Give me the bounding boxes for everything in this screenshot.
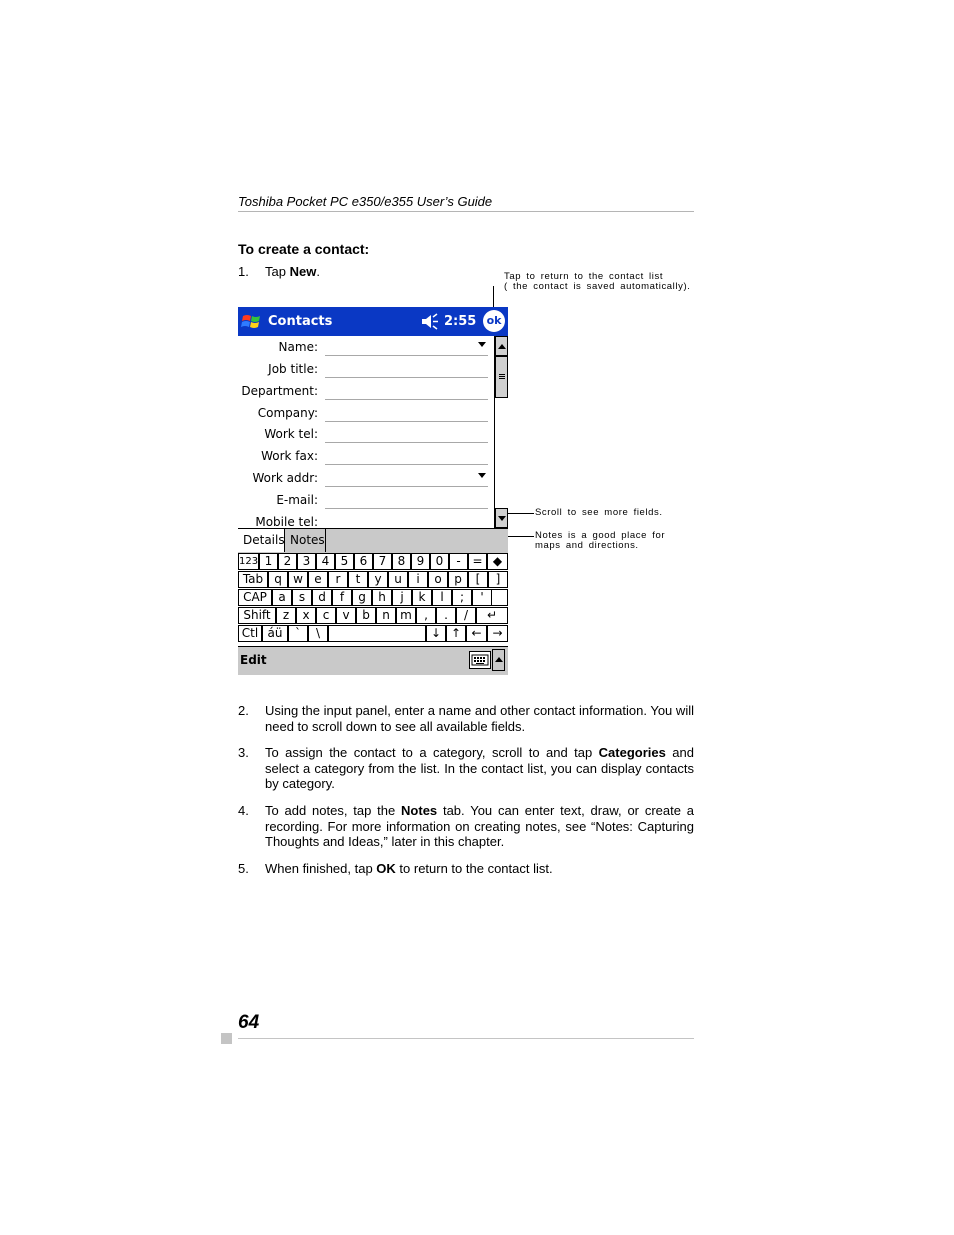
key-tab[interactable]: Tab <box>238 571 268 588</box>
tab-details[interactable]: Details <box>238 529 285 552</box>
key[interactable]: e <box>308 571 328 588</box>
key[interactable]: q <box>268 571 288 588</box>
key-enter-icon[interactable]: ↵ <box>476 607 508 624</box>
key[interactable]: 0 <box>430 553 449 570</box>
keyboard-row-5 <box>238 625 508 643</box>
page-number: 64 <box>238 1012 260 1033</box>
scroll-thumb[interactable] <box>495 356 508 398</box>
key-123[interactable]: 123 <box>238 553 259 570</box>
field-company[interactable]: Company: <box>238 402 494 424</box>
scroll-down-button[interactable] <box>495 508 508 528</box>
input-panel-keyboard-icon[interactable] <box>469 651 491 669</box>
key[interactable]: 8 <box>392 553 411 570</box>
key[interactable]: = <box>468 553 487 570</box>
scroll-callout: Scroll to see more fields. <box>535 507 663 518</box>
running-header: Toshiba Pocket PC e350/e355 User’s Guide <box>238 194 493 209</box>
scroll-up-button[interactable] <box>495 336 508 356</box>
keyboard-row-4 <box>238 607 508 625</box>
ok-button[interactable]: ok <box>483 310 505 332</box>
key[interactable]: x <box>296 607 316 624</box>
key[interactable]: 7 <box>373 553 392 570</box>
field-work-fax[interactable]: Work fax: <box>238 445 494 467</box>
key-arrow-left-icon[interactable]: ← <box>466 625 487 642</box>
field-work-addr[interactable]: Work addr: <box>238 467 494 489</box>
field-mobile-tel[interactable]: Mobile tel: <box>255 515 318 528</box>
footer-square <box>221 1033 232 1044</box>
input-method-arrow-icon[interactable] <box>492 649 505 671</box>
key[interactable]: i <box>408 571 428 588</box>
key[interactable]: \ <box>308 625 328 642</box>
arrow-up-icon <box>498 344 506 349</box>
field-email[interactable]: E-mail: <box>238 489 494 511</box>
key[interactable]: d <box>312 589 332 606</box>
key[interactable]: [ <box>468 571 488 588</box>
app-title: Contacts <box>268 314 333 329</box>
field-work-tel[interactable]: Work tel: <box>238 423 494 445</box>
key-spacer <box>492 589 508 606</box>
ok-callout: Tap to return to the contact list ( the contact is saved automatically). <box>504 271 691 292</box>
header-rule <box>238 211 694 212</box>
key-ctrl[interactable]: Ctl <box>238 625 262 642</box>
key[interactable]: a <box>272 589 292 606</box>
key[interactable]: l <box>432 589 452 606</box>
key-space[interactable] <box>328 625 426 642</box>
key[interactable]: g <box>352 589 372 606</box>
key[interactable]: 1 <box>259 553 278 570</box>
arrow-down-icon <box>498 516 506 521</box>
key[interactable]: 2 <box>278 553 297 570</box>
scroll-callout-line <box>504 513 534 514</box>
key[interactable]: m <box>396 607 416 624</box>
key[interactable]: 6 <box>354 553 373 570</box>
key-backspace-icon[interactable]: ◆ <box>487 553 508 570</box>
key[interactable]: p <box>448 571 468 588</box>
key-arrow-up-icon[interactable]: ↑ <box>446 625 466 642</box>
key[interactable]: / <box>456 607 476 624</box>
key[interactable]: h <box>372 589 392 606</box>
key[interactable]: ' <box>472 589 492 606</box>
contact-form <box>238 336 508 528</box>
key-accents[interactable]: áü <box>262 625 288 642</box>
key[interactable]: , <box>416 607 436 624</box>
start-menu-windows-icon[interactable] <box>240 310 264 334</box>
key[interactable]: ] <box>488 571 508 588</box>
key-arrow-down-icon[interactable]: ↓ <box>426 625 446 642</box>
speaker-icon[interactable] <box>421 313 439 330</box>
key-caps[interactable]: CAP <box>238 589 272 606</box>
key[interactable]: ` <box>288 625 308 642</box>
command-bar <box>238 646 508 675</box>
field-job-title[interactable]: Job title: <box>238 358 494 380</box>
keyboard-row-2 <box>238 571 508 589</box>
notes-callout: Notes is a good place for maps and directions. <box>535 530 666 551</box>
keyboard-row-1 <box>238 553 508 571</box>
vertical-scrollbar[interactable] <box>494 336 508 528</box>
work-addr-dropdown-arrow-icon[interactable] <box>478 473 486 478</box>
key[interactable]: 3 <box>297 553 316 570</box>
key[interactable]: z <box>276 607 296 624</box>
clock[interactable]: 2:55 <box>444 314 477 329</box>
key[interactable]: 9 <box>411 553 430 570</box>
key[interactable]: 5 <box>335 553 354 570</box>
field-name[interactable]: Name: <box>238 336 494 358</box>
footer-rule <box>238 1038 694 1039</box>
name-dropdown-arrow-icon[interactable] <box>478 342 486 347</box>
key[interactable]: n <box>376 607 396 624</box>
key[interactable]: w <box>288 571 308 588</box>
section-title: To create a contact: <box>238 241 370 257</box>
pocketpc-screen <box>238 307 508 674</box>
key[interactable]: 4 <box>316 553 335 570</box>
title-bar <box>238 307 508 336</box>
key-arrow-right-icon[interactable]: → <box>487 625 508 642</box>
key[interactable]: u <box>388 571 408 588</box>
key[interactable]: ; <box>452 589 472 606</box>
key[interactable]: k <box>412 589 432 606</box>
key[interactable]: o <box>428 571 448 588</box>
keyboard-row-3 <box>238 589 508 607</box>
field-department[interactable]: Department: <box>238 380 494 402</box>
key[interactable]: . <box>436 607 456 624</box>
key[interactable]: b <box>356 607 376 624</box>
key[interactable]: - <box>449 553 468 570</box>
tab-strip <box>238 528 508 553</box>
key[interactable]: j <box>392 589 412 606</box>
key[interactable]: t <box>348 571 368 588</box>
tab-notes[interactable]: Notes <box>285 529 326 552</box>
edit-menu[interactable]: Edit <box>240 653 267 667</box>
key[interactable]: c <box>316 607 336 624</box>
key[interactable]: y <box>368 571 388 588</box>
soft-keyboard <box>238 553 508 645</box>
key[interactable]: v <box>336 607 356 624</box>
key-shift[interactable]: Shift <box>238 607 276 624</box>
key[interactable]: f <box>332 589 352 606</box>
key[interactable]: s <box>292 589 312 606</box>
key[interactable]: r <box>328 571 348 588</box>
